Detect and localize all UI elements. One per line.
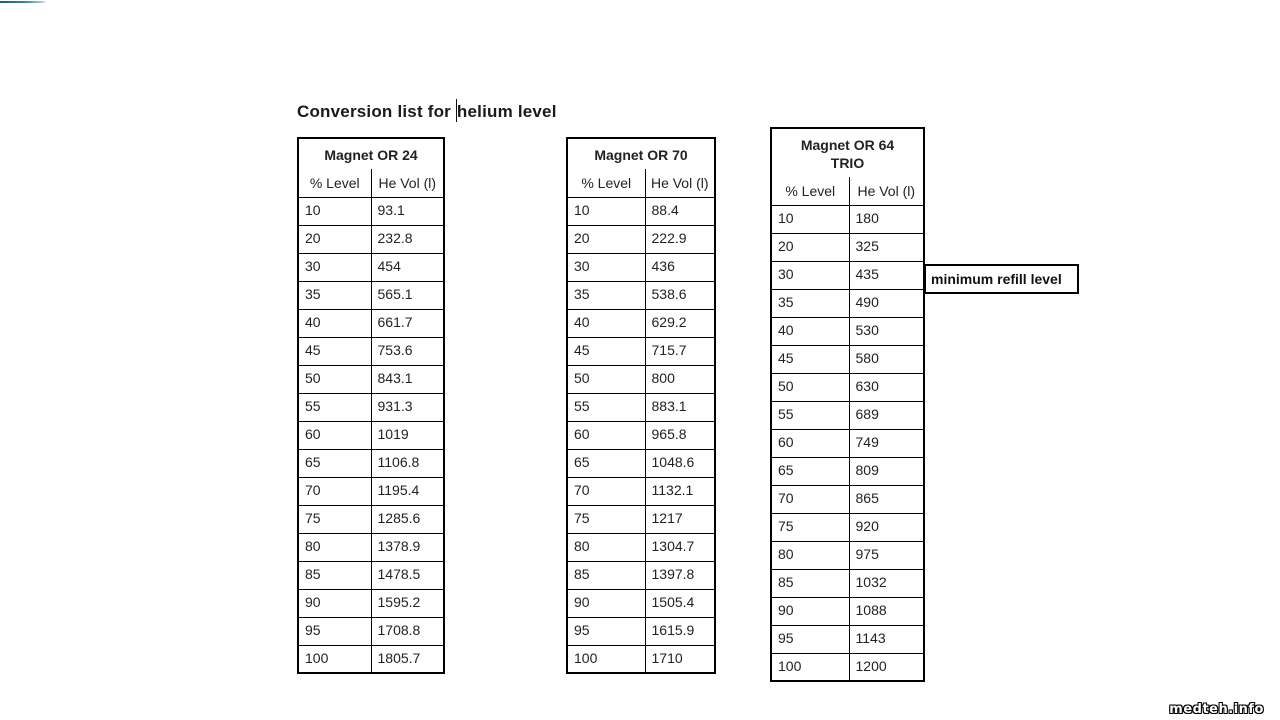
table-magnet-or-70 [566,137,720,683]
table-row [771,317,924,345]
column-header-he-vol: He Vol (l) [645,169,715,197]
level-cell: 75 [771,513,849,541]
he-vol-cell: 565.1 [371,281,444,309]
table-title: Magnet OR 24 [324,147,418,163]
he-vol-cell: 1710 [645,645,715,673]
table-row [567,421,715,449]
table-row [771,233,924,261]
he-vol-cell: 1088 [849,597,924,625]
conversion-table [770,127,925,682]
level-cell: 35 [771,289,849,317]
table-row [298,449,444,477]
table-row [567,617,715,645]
table-row [298,281,444,309]
he-vol-cell: 1285.6 [371,505,444,533]
table-row [771,205,924,233]
table-row [771,457,924,485]
table-row [771,625,924,653]
he-vol-cell: 325 [849,233,924,261]
table-title: Magnet OR 64 TRIO [800,137,895,171]
column-header-level: % Level [771,177,849,205]
table-row [298,309,444,337]
he-vol-cell: 538.6 [645,281,715,309]
level-cell: 55 [298,393,371,421]
he-vol-cell: 1217 [645,505,715,533]
level-cell: 100 [298,645,371,673]
he-vol-cell: 1478.5 [371,561,444,589]
table-row [298,197,444,225]
table-row [567,561,715,589]
he-vol-cell: 865 [849,485,924,513]
column-header-level: % Level [298,169,371,197]
table-row [771,569,924,597]
table-row [298,505,444,533]
level-cell: 90 [567,589,645,617]
level-cell: 40 [298,309,371,337]
level-cell: 20 [298,225,371,253]
table-row [298,533,444,561]
level-cell: 45 [567,337,645,365]
level-cell: 95 [567,617,645,645]
he-vol-cell: 883.1 [645,393,715,421]
he-vol-cell: 180 [849,205,924,233]
table-row [298,645,444,673]
level-cell: 80 [298,533,371,561]
table-row [771,373,924,401]
he-vol-cell: 931.3 [371,393,444,421]
table-row [298,337,444,365]
table-row [771,429,924,457]
column-header-he-vol: He Vol (l) [849,177,924,205]
table-magnet-or-64-trio [770,127,929,690]
table-row [771,541,924,569]
level-cell: 80 [771,541,849,569]
he-vol-cell: 629.2 [645,309,715,337]
table-row [567,505,715,533]
he-vol-cell: 580 [849,345,924,373]
minimum-refill-level-label: minimum refill level [924,264,1079,294]
he-vol-cell: 1378.9 [371,533,444,561]
level-cell: 30 [771,261,849,289]
level-cell: 95 [771,625,849,653]
level-cell: 60 [771,429,849,457]
table-row [298,617,444,645]
table-row [567,197,715,225]
he-vol-cell: 1805.7 [371,645,444,673]
level-cell: 85 [771,569,849,597]
he-vol-cell: 689 [849,401,924,429]
he-vol-cell: 1615.9 [645,617,715,645]
conversion-table [566,137,716,674]
table-row [567,337,715,365]
table-row [567,253,715,281]
level-cell: 75 [298,505,371,533]
table-row [771,513,924,541]
level-cell: 60 [567,421,645,449]
he-vol-cell: 800 [645,365,715,393]
table-row [771,597,924,625]
he-vol-cell: 490 [849,289,924,317]
level-cell: 10 [771,205,849,233]
he-vol-cell: 88.4 [645,197,715,225]
table-row [771,485,924,513]
he-vol-cell: 435 [849,261,924,289]
watermark: medteh.info [1169,702,1264,717]
table-row [298,225,444,253]
table-row [298,421,444,449]
table-row [567,449,715,477]
column-header-he-vol: He Vol (l) [371,169,444,197]
level-cell: 75 [567,505,645,533]
table-row [298,589,444,617]
he-vol-cell: 1595.2 [371,589,444,617]
level-cell: 30 [567,253,645,281]
document-title-text-after: helium level [456,102,557,121]
table-row [567,477,715,505]
level-cell: 40 [567,309,645,337]
level-cell: 55 [771,401,849,429]
level-cell: 65 [771,457,849,485]
level-cell: 35 [567,281,645,309]
table-row [298,477,444,505]
level-cell: 85 [567,561,645,589]
table-row [567,309,715,337]
table-row [567,281,715,309]
he-vol-cell: 920 [849,513,924,541]
conversion-table [297,137,445,674]
he-vol-cell: 1304.7 [645,533,715,561]
table-magnet-or-24 [297,137,449,683]
he-vol-cell: 749 [849,429,924,457]
he-vol-cell: 530 [849,317,924,345]
level-cell: 60 [298,421,371,449]
level-cell: 100 [567,645,645,673]
he-vol-cell: 1032 [849,569,924,597]
table-row [771,345,924,373]
table-row [298,253,444,281]
he-vol-cell: 975 [849,541,924,569]
level-cell: 90 [298,589,371,617]
he-vol-cell: 1048.6 [645,449,715,477]
he-vol-cell: 630 [849,373,924,401]
he-vol-cell: 436 [645,253,715,281]
level-cell: 45 [298,337,371,365]
level-cell: 30 [298,253,371,281]
level-cell: 50 [771,373,849,401]
he-vol-cell: 1397.8 [645,561,715,589]
he-vol-cell: 809 [849,457,924,485]
table-row [298,561,444,589]
level-cell: 85 [298,561,371,589]
table-row [298,393,444,421]
table-row [771,401,924,429]
table-row [771,289,924,317]
he-vol-cell: 93.1 [371,197,444,225]
level-cell: 90 [771,597,849,625]
table-row [567,589,715,617]
table-row [567,225,715,253]
table-row [567,365,715,393]
level-cell: 35 [298,281,371,309]
table-row [771,653,924,681]
table-row [771,261,924,289]
he-vol-cell: 965.8 [645,421,715,449]
level-cell: 100 [771,653,849,681]
he-vol-cell: 1132.1 [645,477,715,505]
he-vol-cell: 661.7 [371,309,444,337]
he-vol-cell: 715.7 [645,337,715,365]
he-vol-cell: 232.8 [371,225,444,253]
he-vol-cell: 222.9 [645,225,715,253]
he-vol-cell: 753.6 [371,337,444,365]
level-cell: 10 [298,197,371,225]
level-cell: 55 [567,393,645,421]
he-vol-cell: 1708.8 [371,617,444,645]
he-vol-cell: 1143 [849,625,924,653]
level-cell: 80 [567,533,645,561]
table-row [567,393,715,421]
table-row [298,365,444,393]
level-cell: 10 [567,197,645,225]
document-title[interactable] [297,99,557,122]
level-cell: 95 [298,617,371,645]
he-vol-cell: 843.1 [371,365,444,393]
document-title-text-before: Conversion list for [297,102,456,121]
he-vol-cell: 1505.4 [645,589,715,617]
level-cell: 70 [567,477,645,505]
level-cell: 45 [771,345,849,373]
level-cell: 50 [298,365,371,393]
table-title: Magnet OR 70 [594,147,688,163]
level-cell: 65 [298,449,371,477]
level-cell: 20 [771,233,849,261]
top-accent-line [0,1,46,3]
level-cell: 70 [771,485,849,513]
table-row [567,533,715,561]
he-vol-cell: 1200 [849,653,924,681]
level-cell: 65 [567,449,645,477]
he-vol-cell: 454 [371,253,444,281]
level-cell: 40 [771,317,849,345]
he-vol-cell: 1106.8 [371,449,444,477]
column-header-level: % Level [567,169,645,197]
level-cell: 70 [298,477,371,505]
he-vol-cell: 1195.4 [371,477,444,505]
level-cell: 50 [567,365,645,393]
he-vol-cell: 1019 [371,421,444,449]
table-row [567,645,715,673]
level-cell: 20 [567,225,645,253]
